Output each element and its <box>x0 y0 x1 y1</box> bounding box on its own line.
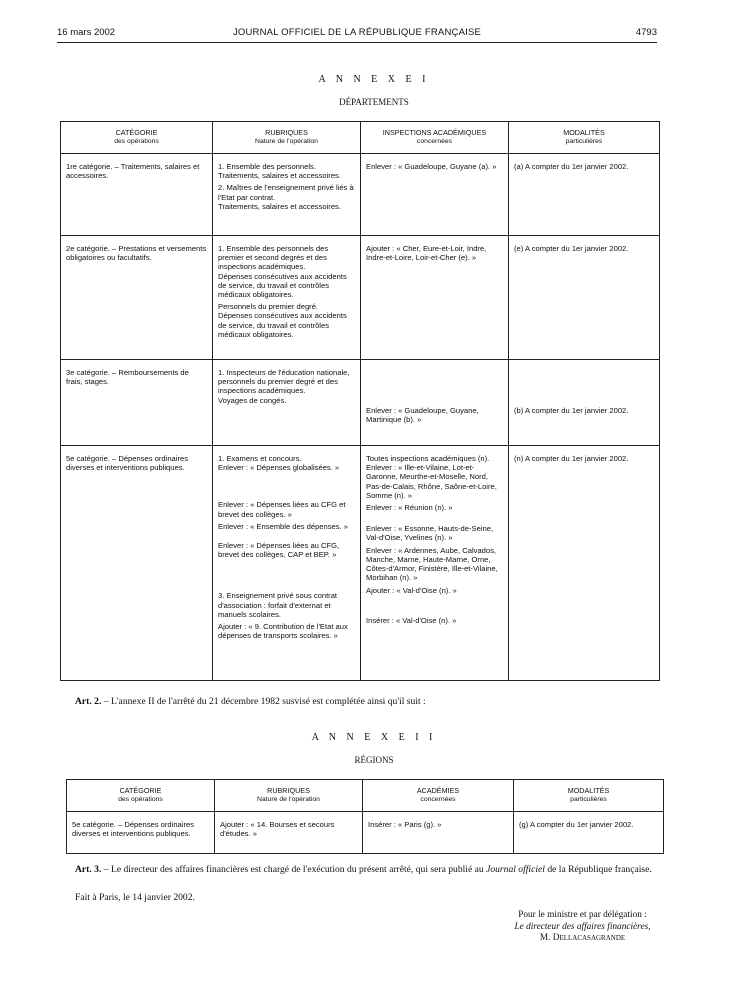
table-row <box>61 236 660 360</box>
col-header-rubriques: RUBRIQUES Nature de l'opération <box>215 780 363 812</box>
col-header-categorie: CATÉGORIE des opérations <box>67 780 215 812</box>
annex2-title: A N N E X E I I <box>311 732 437 743</box>
signature-line-1: Pour le ministre et par délégation : <box>518 910 647 920</box>
col-header-academies: ACADÉMIES concernées <box>363 780 514 812</box>
annex2-table <box>66 779 664 854</box>
inspections-cell: Ajouter : « Cher, Eure-et-Loir, Indre, Indre-et-Loire, Loir-et-Cher (e). » <box>361 236 509 360</box>
journal-title: JOURNAL OFFICIEL DE LA RÉPUBLIQUE FRANÇAISE <box>232 27 482 38</box>
header-rule <box>57 42 657 43</box>
category-cell: 2e catégorie. – Prestations et versements obligatoires ou facultatifs. <box>61 236 213 360</box>
col-header-modalites: MODALITÉS particulières <box>514 780 664 812</box>
rubriques-cell: 1. Examens et concours. Enlever : « Dépenses globalisées. » Enlever : « Dépenses liées au CFG et brevet des collèges. » Enlever : « Ensemble des dépenses. » Enlever : « Dépenses liées au CFG, brevet des collèges, CAP et BEP. » 3. Enseignement privé sous contrat d'association : forfait d'externat et manuels scolaires. Ajouter : « 9. Contribution de l'Etat aux dépenses de transports scolaires. » <box>213 446 361 681</box>
running-header <box>57 27 657 41</box>
table-row <box>61 360 660 446</box>
annex1-title: A N N E X E I <box>318 74 430 85</box>
category-cell: 5e catégorie. – Dépenses ordinaires diverses et interventions publiques. <box>61 446 213 681</box>
modalites-cell: (e) A compter du 1er janvier 2002. <box>509 236 660 360</box>
annex2-subtitle: RÉGIONS <box>354 755 394 765</box>
annex1-table <box>60 121 660 681</box>
done-at: Fait à Paris, le 14 janvier 2002. <box>75 892 195 903</box>
table-row <box>61 154 660 236</box>
inspections-cell: Enlever : « Guadeloupe, Guyane (a). » <box>361 154 509 236</box>
issue-date: 16 mars 2002 <box>57 27 116 38</box>
modalites-cell: (n) A compter du 1er janvier 2002. <box>509 446 660 681</box>
table-row <box>61 446 660 681</box>
annex2-header-row <box>67 780 664 812</box>
signature-line-2: Le directeur des affaires financières, <box>514 921 651 932</box>
annex1-header-row <box>61 122 660 154</box>
category-cell: 3e catégorie. – Remboursements de frais, stages. <box>61 360 213 446</box>
col-header-categorie: CATÉGORIE des opérations <box>61 122 213 154</box>
modalites-cell: (b) A compter du 1er janvier 2002. <box>509 360 660 446</box>
rubriques-cell: 1. Inspecteurs de l'éducation nationale, personnels du premier degré et des inspections académiques. Voyages de congés. <box>213 360 361 446</box>
col-header-rubriques: RUBRIQUES Nature de l'opération <box>213 122 361 154</box>
article-2: Art. 2. – L'annexe II de l'arrêté du 21 décembre 1982 susvisé est complétée ainsi qu'il suit : <box>75 696 426 707</box>
col-header-inspections: INSPECTIONS ACADÉMIQUES concernées <box>361 122 509 154</box>
category-cell: 5e catégorie. – Dépenses ordinaires diverses et interventions publiques. <box>67 812 215 854</box>
article-3: Art. 3. – Le directeur des affaires financières est chargé de l'exécution du présent arrêté, qui sera publié au Journal officiel de la République française. <box>75 864 652 875</box>
inspections-cell: Toutes inspections académiques (n). Enlever : « Ille-et-Vilaine, Lot-et-Garonne, Meurthe-et-Moselle, Nord, Pas-de-Calais, Rhône, Saône-et-Loire, Somme (n). » Enlever : « Réunion (n). » Enlever : « Essonne, Hauts-de-Seine, Val-d'Oise, Yvelines (n). » Enlever : « Ardennes, Aube, Calvados, Manche, Marne, Haute-Marne, Orne, Côtes-d'Armor, Finistère, Ille-et-Vilaine, Morbihan (n). » Ajouter : « Val-d'Oise (n). » Insérer : « Val-d'Oise (n). » <box>361 446 509 681</box>
rubriques-cell: Ajouter : « 14. Bourses et secours d'études. » <box>215 812 363 854</box>
rubriques-cell: 1. Ensemble des personnels des premier et second degrés et des inspections académiques. Dépenses consécutives aux accidents de service, du travail et contrôles médicaux obligatoires. Personnels du premier degré. Dépenses consécutives aux accidents de service, du travail et contrôles médicaux obligatoires. <box>213 236 361 360</box>
category-cell: 1re catégorie. – Traitements, salaires et accessoires. <box>61 154 213 236</box>
col-header-modalites: MODALITÉS particulières <box>509 122 660 154</box>
academies-cell: Insérer : « Paris (g). » <box>363 812 514 854</box>
signatory-name: M. Dellacasagrande <box>539 933 626 943</box>
page-number: 4793 <box>635 27 657 38</box>
rubriques-cell: 1. Ensemble des personnels. Traitements, salaires et accessoires. 2. Maîtres de l'enseignement privé liés à l'Etat par contrat. Traitements, salaires et accessoires. <box>213 154 361 236</box>
modalites-cell: (a) A compter du 1er janvier 2002. <box>509 154 660 236</box>
modalites-cell: (g) A compter du 1er janvier 2002. <box>514 812 664 854</box>
signature-block <box>490 910 675 945</box>
inspections-cell: Enlever : « Guadeloupe, Guyane, Martinique (b). » <box>361 360 509 446</box>
table-row <box>67 812 664 854</box>
annex1-subtitle: DÉPARTEMENTS <box>339 97 409 107</box>
